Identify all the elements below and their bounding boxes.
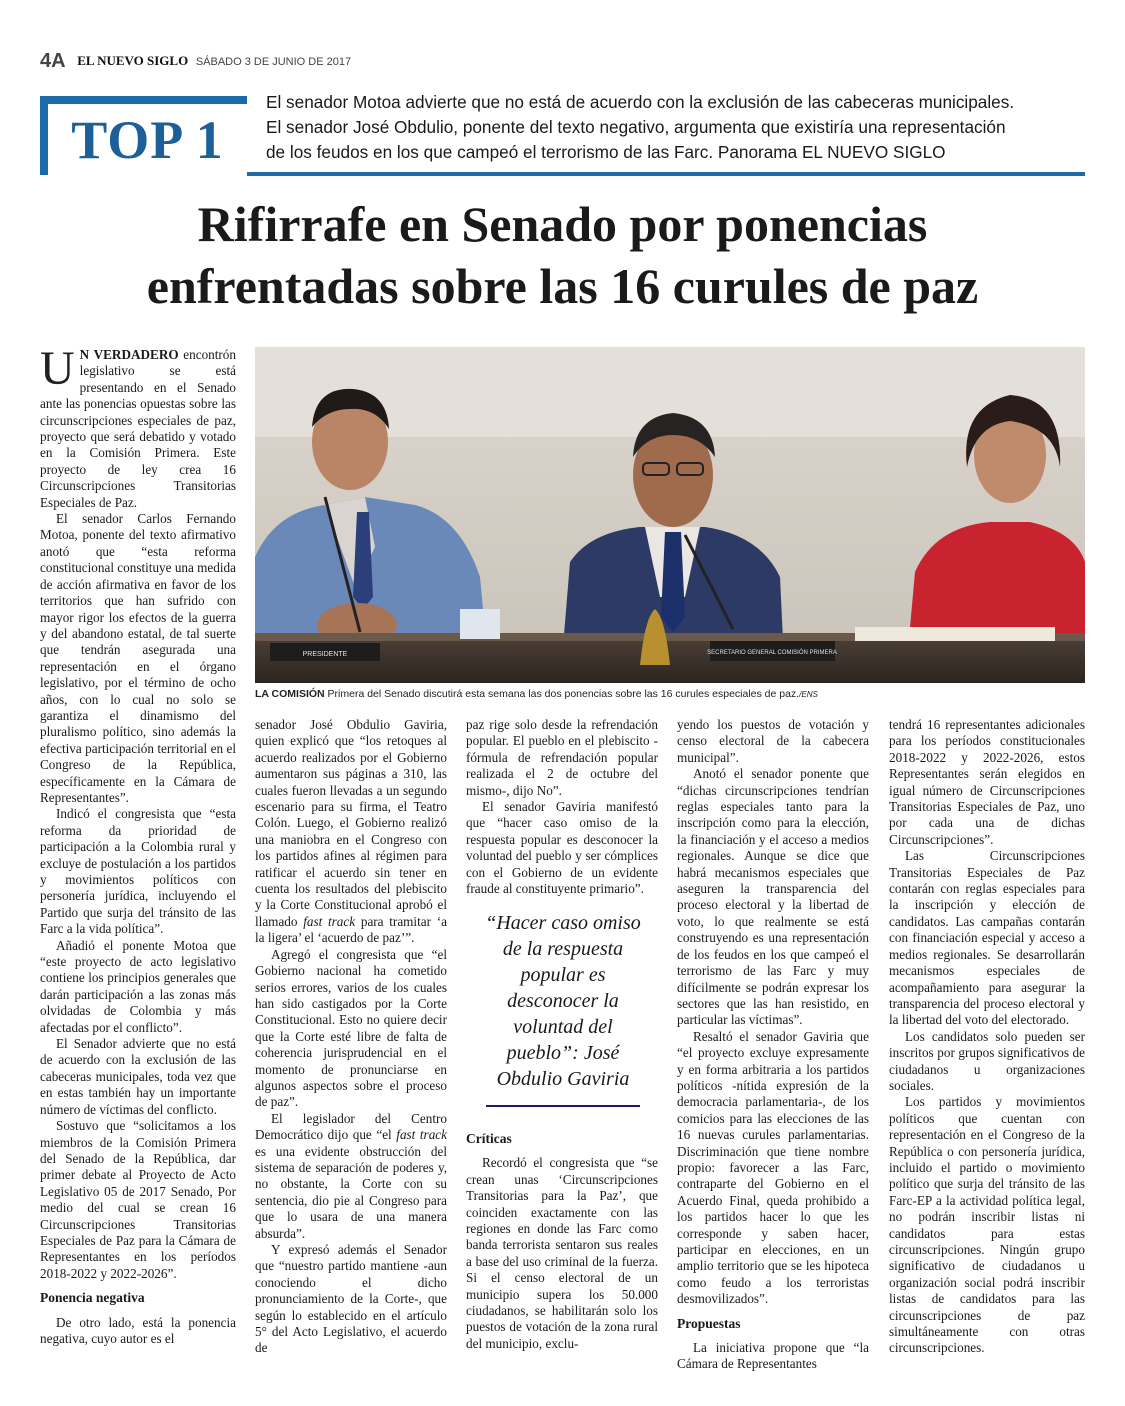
- fast-track-term: fast track: [303, 913, 356, 929]
- fast-track-term: fast track: [396, 1127, 447, 1143]
- dek-line: El senador José Obdulio, ponente del texto negativo, argumenta que existiría una representación: [266, 117, 1006, 137]
- paragraph: Indicó el congresista que “esta reforma da prioridad de participación a la Colombia rural y excluye de postulación a los partidos y movimientos políticos con personería jurídica, incluyendo el Partido que surja del tránsito de las Farc a la vida política”.: [40, 806, 236, 937]
- paragraph: Y expresó además el Senador que “nuestro partido mantiene -aun conociendo el dicho pronunciamiento de la Corte-, que según lo establecido en el artículo 5° del Acto Legislativo, el acuerdo de: [255, 1242, 447, 1356]
- paragraph-text: encontrón legislativo se está presentando en el Senado ante las ponencias opuestas sobre las circunscripciones especiales de paz, proyecto que será debatido y votado en la Comisión Primera. Este proyecto de ley crea 16 Circunscripciones Transitorias Especiales de Paz.: [40, 347, 236, 510]
- page-header: [40, 50, 351, 73]
- pull-quote: “Hacer caso omiso de la respuesta popular es desconocer la voluntad del pueblo”: José Obdulio Gaviria: [485, 912, 641, 1090]
- paragraph: Recordó el congresista que “se crean unas ‘Circunscripciones Transitorias para la Paz’, que coinciden exactamente con las regiones en donde las Farc como banda terrorista sentaron sus reales a base del uso criminal de la fuerza. Si el censo electoral de un municipio supera los 50.000 ciudadanos, se habilitarán solo los puestos de votación de la zona rural del municipio, exclu-: [466, 1155, 658, 1351]
- article-column-1: [40, 342, 236, 1347]
- article-column-2: [255, 717, 447, 1357]
- paragraph: Anotó el senador ponente que “dichas circunscripciones tendrían reglas especiales tanto para la inscripción como para la elección, la financiación y el acceso a medios regionales. Aunque se dice que habrá mecanismos especiales que aseguren la transparencia del proceso electoral y la libertad de voto, lo que realmente se está construyendo es una representación de los feudos en los que campeó el terrorismo de las Farc y muy difícilmente se podrán expresar los sectores que las han resistido, en particular las víctimas”.: [677, 766, 869, 1028]
- paragraph: [255, 717, 447, 947]
- subheading-criticas: Críticas: [466, 1131, 512, 1146]
- paragraph-text: es una evidente obstrucción del sistema de separación de poderes y, no obstante, la Corte con su sentencia, dio pie al Congreso para que lo usara de una manera absurda”.: [255, 1143, 447, 1241]
- paragraph: La iniciativa propone que “la Cámara de Representantes: [677, 1340, 869, 1372]
- paragraph: El Senador advierte que no está de acuerdo con la exclusión de las cabeceras municipales, toda vez que en estas también hay un importante número de víctimas del conflicto.: [40, 1036, 236, 1117]
- article-column-3-lower: [466, 1131, 658, 1352]
- article-column-5: [889, 717, 1085, 1357]
- caption-lead: LA COMISIÓN: [255, 688, 325, 700]
- paragraph: tendrá 16 representantes adicionales para los períodos constitucionales 2018-2022 y 2022-2026, estos Representantes serán elegidos en igual número de Circunscripciones Transitorias Especiales de Paz, uno por cada una de dichas Circunscripciones”.: [889, 717, 1085, 847]
- lead-in: N VERDADERO: [79, 347, 179, 362]
- paragraph-text: El legislador del Centro Democrático dijo que “el: [255, 1110, 447, 1143]
- article-column-3: [466, 717, 658, 897]
- subheading-ponencia-negativa: Ponencia negativa: [40, 1290, 145, 1306]
- top-badge: [40, 96, 247, 175]
- paragraph: [40, 342, 236, 511]
- caption-text: Primera del Senado discutirá esta semana las dos ponencias sobre las 16 curules especiales de paz.: [324, 688, 800, 700]
- paragraph: [255, 1111, 447, 1242]
- badge-rule: [247, 172, 1085, 176]
- paragraph-text: senador José Obdulio Gaviria, quien explicó que “los retoques al acuerdo realizados por el Gobierno aumentaron sus páginas a 310, las cuales fueron llevadas a un segundo escenario para su firma, el Teatro Colón. Luego, el Gobierno realizó una maniobra en el Congreso con los partidos afines al régimen para ratificar el acuerdo sin tener en cuenta los resultados del plebiscito y la Corte Constitucional aprobó el llamado: [255, 717, 447, 929]
- senate-photo-illustration: [255, 347, 1085, 683]
- pull-quote-rule: [486, 1105, 640, 1107]
- paragraph: Añadió el ponente Motoa que “este proyecto de acto legislativo contiene los principios generales que darán participación a las zonas más olvidadas de Colombia y más afectadas por el conflicto”.: [40, 937, 236, 1035]
- headline-line: Rifirrafe en Senado por ponencias: [197, 196, 928, 252]
- paragraph: Los partidos y movimientos políticos que cuentan con representación en el Congreso de la República o con personería jurídica, incluido el partido o movimiento político que surja del tránsito de las Farc-EP a la actividad política legal, no podrán inscribir listas ni candidatos para estas circunscripciones. Ningún grupo significativo de ciudadanos u organización social podrá inscribir listas de candidatos para las circunscripciones de paz simultáneamente con otras circunscripciones.: [889, 1094, 1085, 1356]
- paragraph: paz rige solo desde la refrendación popular. El pueblo en el plebiscito -fórmula de refrendación popular realizada el 2 de octubre del mismo-, dijo No”.: [466, 717, 658, 798]
- dek-line: El senador Motoa advierte que no está de acuerdo con la exclusión de las cabeceras municipales.: [266, 92, 1015, 112]
- paragraph: Agregó el congresista que “el Gobierno nacional ha cometido serios errores, varios de los cuales han sido castigados por la Corte Constitucional. Esto no quiere decir que la Corte esté libre de falta de coherencia jurisprudencial en el momento de pronunciarse en algunos aspectos sobre el proceso de paz”.: [255, 946, 447, 1110]
- issue-date: SÁBADO 3 DE JUNIO DE 2017: [195, 56, 352, 68]
- paragraph: El senador Gaviria manifestó que “hacer caso omiso de la respuesta popular es desconocer la voluntad del pueblo y ser cómplices con el Gobierno de un evidente fraude al constituyente primario”.: [466, 799, 658, 897]
- paragraph: Las Circunscripciones Transitorias Especiales de Paz contarán con reglas especiales para la inscripción y elección de candidatos. Las campañas contarán con financiación especial y acceso a medios regionales. Se desarrollarán mecanismos especiales de acompañamiento para asegurar la transparencia del proceso electoral y la libertad del voto del electorado.: [889, 848, 1085, 1028]
- caption-credit: /ENS: [799, 690, 818, 699]
- summary-dek: [266, 90, 1086, 165]
- paragraph-text: para tramitar ‘a la ligera’ el ‘acuerdo de paz’”.: [255, 913, 447, 946]
- page-number: 4A: [40, 50, 66, 72]
- top-badge-label: TOP 1: [71, 109, 224, 170]
- paragraph: De otro lado, está la ponencia negativa, cuyo autor es el: [40, 1314, 236, 1346]
- drop-cap: U: [40, 342, 75, 395]
- newspaper-name: EL NUEVO SIGLO: [77, 53, 189, 68]
- dek-line: de los feudos en los que campeó el terrorismo de las Farc. Panorama EL NUEVO SIGLO: [266, 142, 946, 162]
- paragraph: El senador Carlos Fernando Motoa, ponente del texto afirmativo anotó que “esta reforma constitucional constituye una medida de acción afirmativa en favor de los territorios que han sufrido con mayor rigor los efectos de la guerra y del abandono estatal, de tal suerte que tendrán asegurada una representación en el órgano legislativo, por el término de ocho años, con lo cual no solo se garantiza el dinamismo del pluralismo político, sino además la efectiva participación territorial en el Congreso de la República, específicamente en la Cámara de Representantes”.: [40, 511, 236, 805]
- paragraph: Sostuvo que “solicitamos a los miembros de la Comisión Primera del Senado de la República, dar primer debate al Proyecto de Acto Legislativo 05 de 2017 Senado, Por medio del cual se crean 16 Circunscripciones Transitorias Especiales de Paz para la Cámara de Representantes en los períodos 2018-2022 y 2022-2026”.: [40, 1118, 236, 1281]
- headline-line: enfrentadas sobre las 16 curules de paz: [146, 258, 979, 314]
- article-column-4: [677, 717, 869, 1373]
- photo-nameplate-center: SECRETARIO GENERAL COMISIÓN PRIMERA: [707, 650, 837, 656]
- headline: [30, 193, 1095, 317]
- paragraph: Los candidatos solo pueden ser inscritos por grupos significativos de ciudadanos u organizaciones sociales.: [889, 1028, 1085, 1093]
- photo-nameplate-left: PRESIDENTE: [302, 651, 348, 658]
- senate-photo: [255, 347, 1085, 683]
- paragraph: yendo los puestos de votación y censo electoral de la cabecera municipal”.: [677, 717, 869, 765]
- photo-caption: [255, 688, 1085, 700]
- subheading-propuestas: Propuestas: [677, 1315, 741, 1331]
- paragraph: Resaltó el senador Gaviria que “el proyecto excluye expresamente y en forma arbitraria a los partidos políticos -nítida expresión de la democracia parlamentaria-, de los comicios para las elecciones de las 16 nuevas curules parlamentarias. Discriminación que tiene nombre propio: favorecer a las Farc, contraparte del Gobierno en el Acuerdo Final, queda prohibido a los partidos hacer lo que les corresponde y saben hacer, participar en elecciones, en un amplio territorio que se les hipoteca como feudo a los terroristas desmovilizados”.: [677, 1028, 869, 1307]
